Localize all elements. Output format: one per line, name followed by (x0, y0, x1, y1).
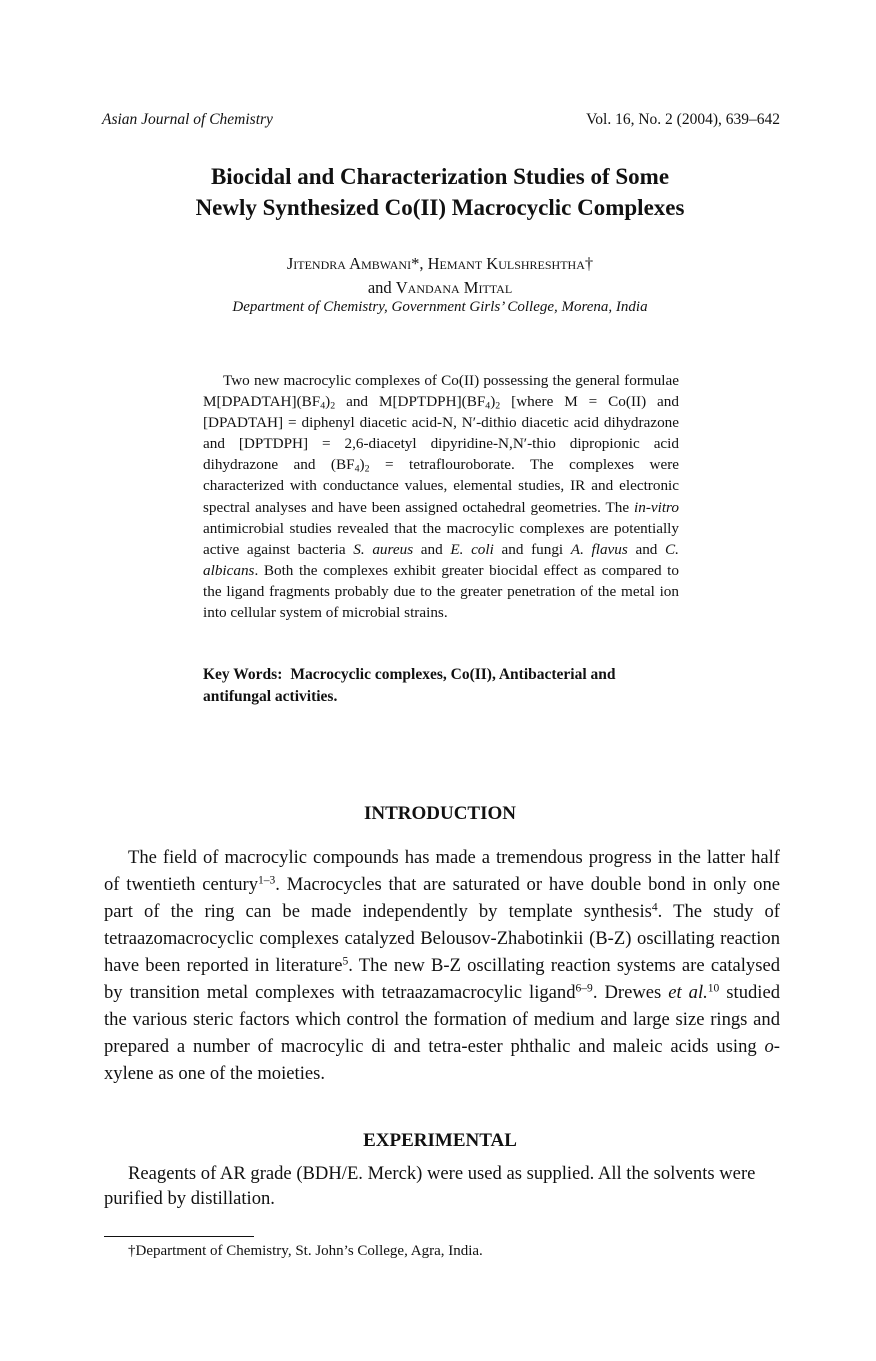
abstract-paragraph: Two new macrocylic complexes of Co(II) possessing the general formulae $M[DPADTAH](BF_4)_2$ and $M[DPTDPH](BF_4)_2$ [where M = Co(II) and [DPADTAH] = diphenyl diacetic acid-N, N′-dithio diacetic acid dihydrazone and [DPTDPH] = 2,6-diacetyl dipyridine-N,N′-thio dipropionic acid dihydrazone and $(BF_4)_2$ = tetraflouroborate. The complexes were characterized with conductance values, elemental studies, IR and electronic spectral analyses and have been assigned octahedral geometries. The in-vitro antimicrobial studies revealed that the macrocylic complexes are potentially active against bacteria S. aureus and E. coli and fungi A. flavus and C. albicans. Both the complexes exhibit greater biocidal effect as compared to the ligand fragments probably due to the greater penetration of the metal ion into cellular system of microbial strains. (203, 372, 680, 622)
author-2: Hemant Kulshreshtha† (427, 254, 594, 273)
volume-info: Vol. 16, No. 2 (2004), 639–642 (586, 111, 780, 128)
running-head (102, 111, 780, 131)
introduction-heading: INTRODUCTION (363, 803, 517, 824)
author-conjunction: and (367, 278, 392, 297)
journal-name: Asian Journal of Chemistry (102, 111, 273, 128)
title-line-1: Biocidal and Characterization Studies of Some (210, 164, 670, 189)
abstract (203, 370, 679, 623)
experimental-body (104, 1161, 780, 1211)
footnote: †Department of Chemistry, St. John’s College, Agra, India. (128, 1243, 483, 1259)
keywords-text: Macrocyclic complexes, Co(II), Antibacterial and antifungal activities. (203, 666, 616, 705)
introduction-body (104, 844, 780, 1087)
experimental-heading: EXPERIMENTAL (363, 1130, 517, 1151)
affiliation: Department of Chemistry, Government Girls’ College, Morena, India (232, 299, 648, 315)
introduction-paragraph: The field of macrocylic compounds has made a tremendous progress in the latter half of twentieth century$^{1-3}$. Macrocycles that are saturated or have double bond in only one part of the ring can be made independently by template synthesis$^4$. The study of tetraazomacrocyclic complexes catalyzed Belousov-Zhabotinkii (B-Z) oscillating reaction have been reported in literature$^5$. The new B-Z oscillating reaction systems are catalysed by transition metal complexes with tetraazamacrocylic ligand$^{6-9}$. Drewes et al.$^{10}$ studied the various steric factors which control the formation of medium and large size rings and prepared a number of macrocylic di and tetra-ester phthalic and maleic acids using o-xylene as one of the moieties. (104, 847, 781, 1084)
footnote-rule (104, 1236, 254, 1237)
author-3: Vandana Mittal (395, 278, 513, 297)
paper-title (100, 161, 780, 223)
keywords (203, 664, 679, 708)
author-1: Jitendra Ambwani*, (286, 254, 424, 273)
title-line-2: Newly Synthesized Co(II) Macrocyclic Complexes (195, 195, 685, 220)
keywords-label: Key Words: (203, 666, 283, 683)
author-list (100, 252, 780, 300)
experimental-paragraph: Reagents of AR grade (BDH/E. Merck) were used as supplied. All the solvents were purified by distillation. (104, 1163, 756, 1209)
